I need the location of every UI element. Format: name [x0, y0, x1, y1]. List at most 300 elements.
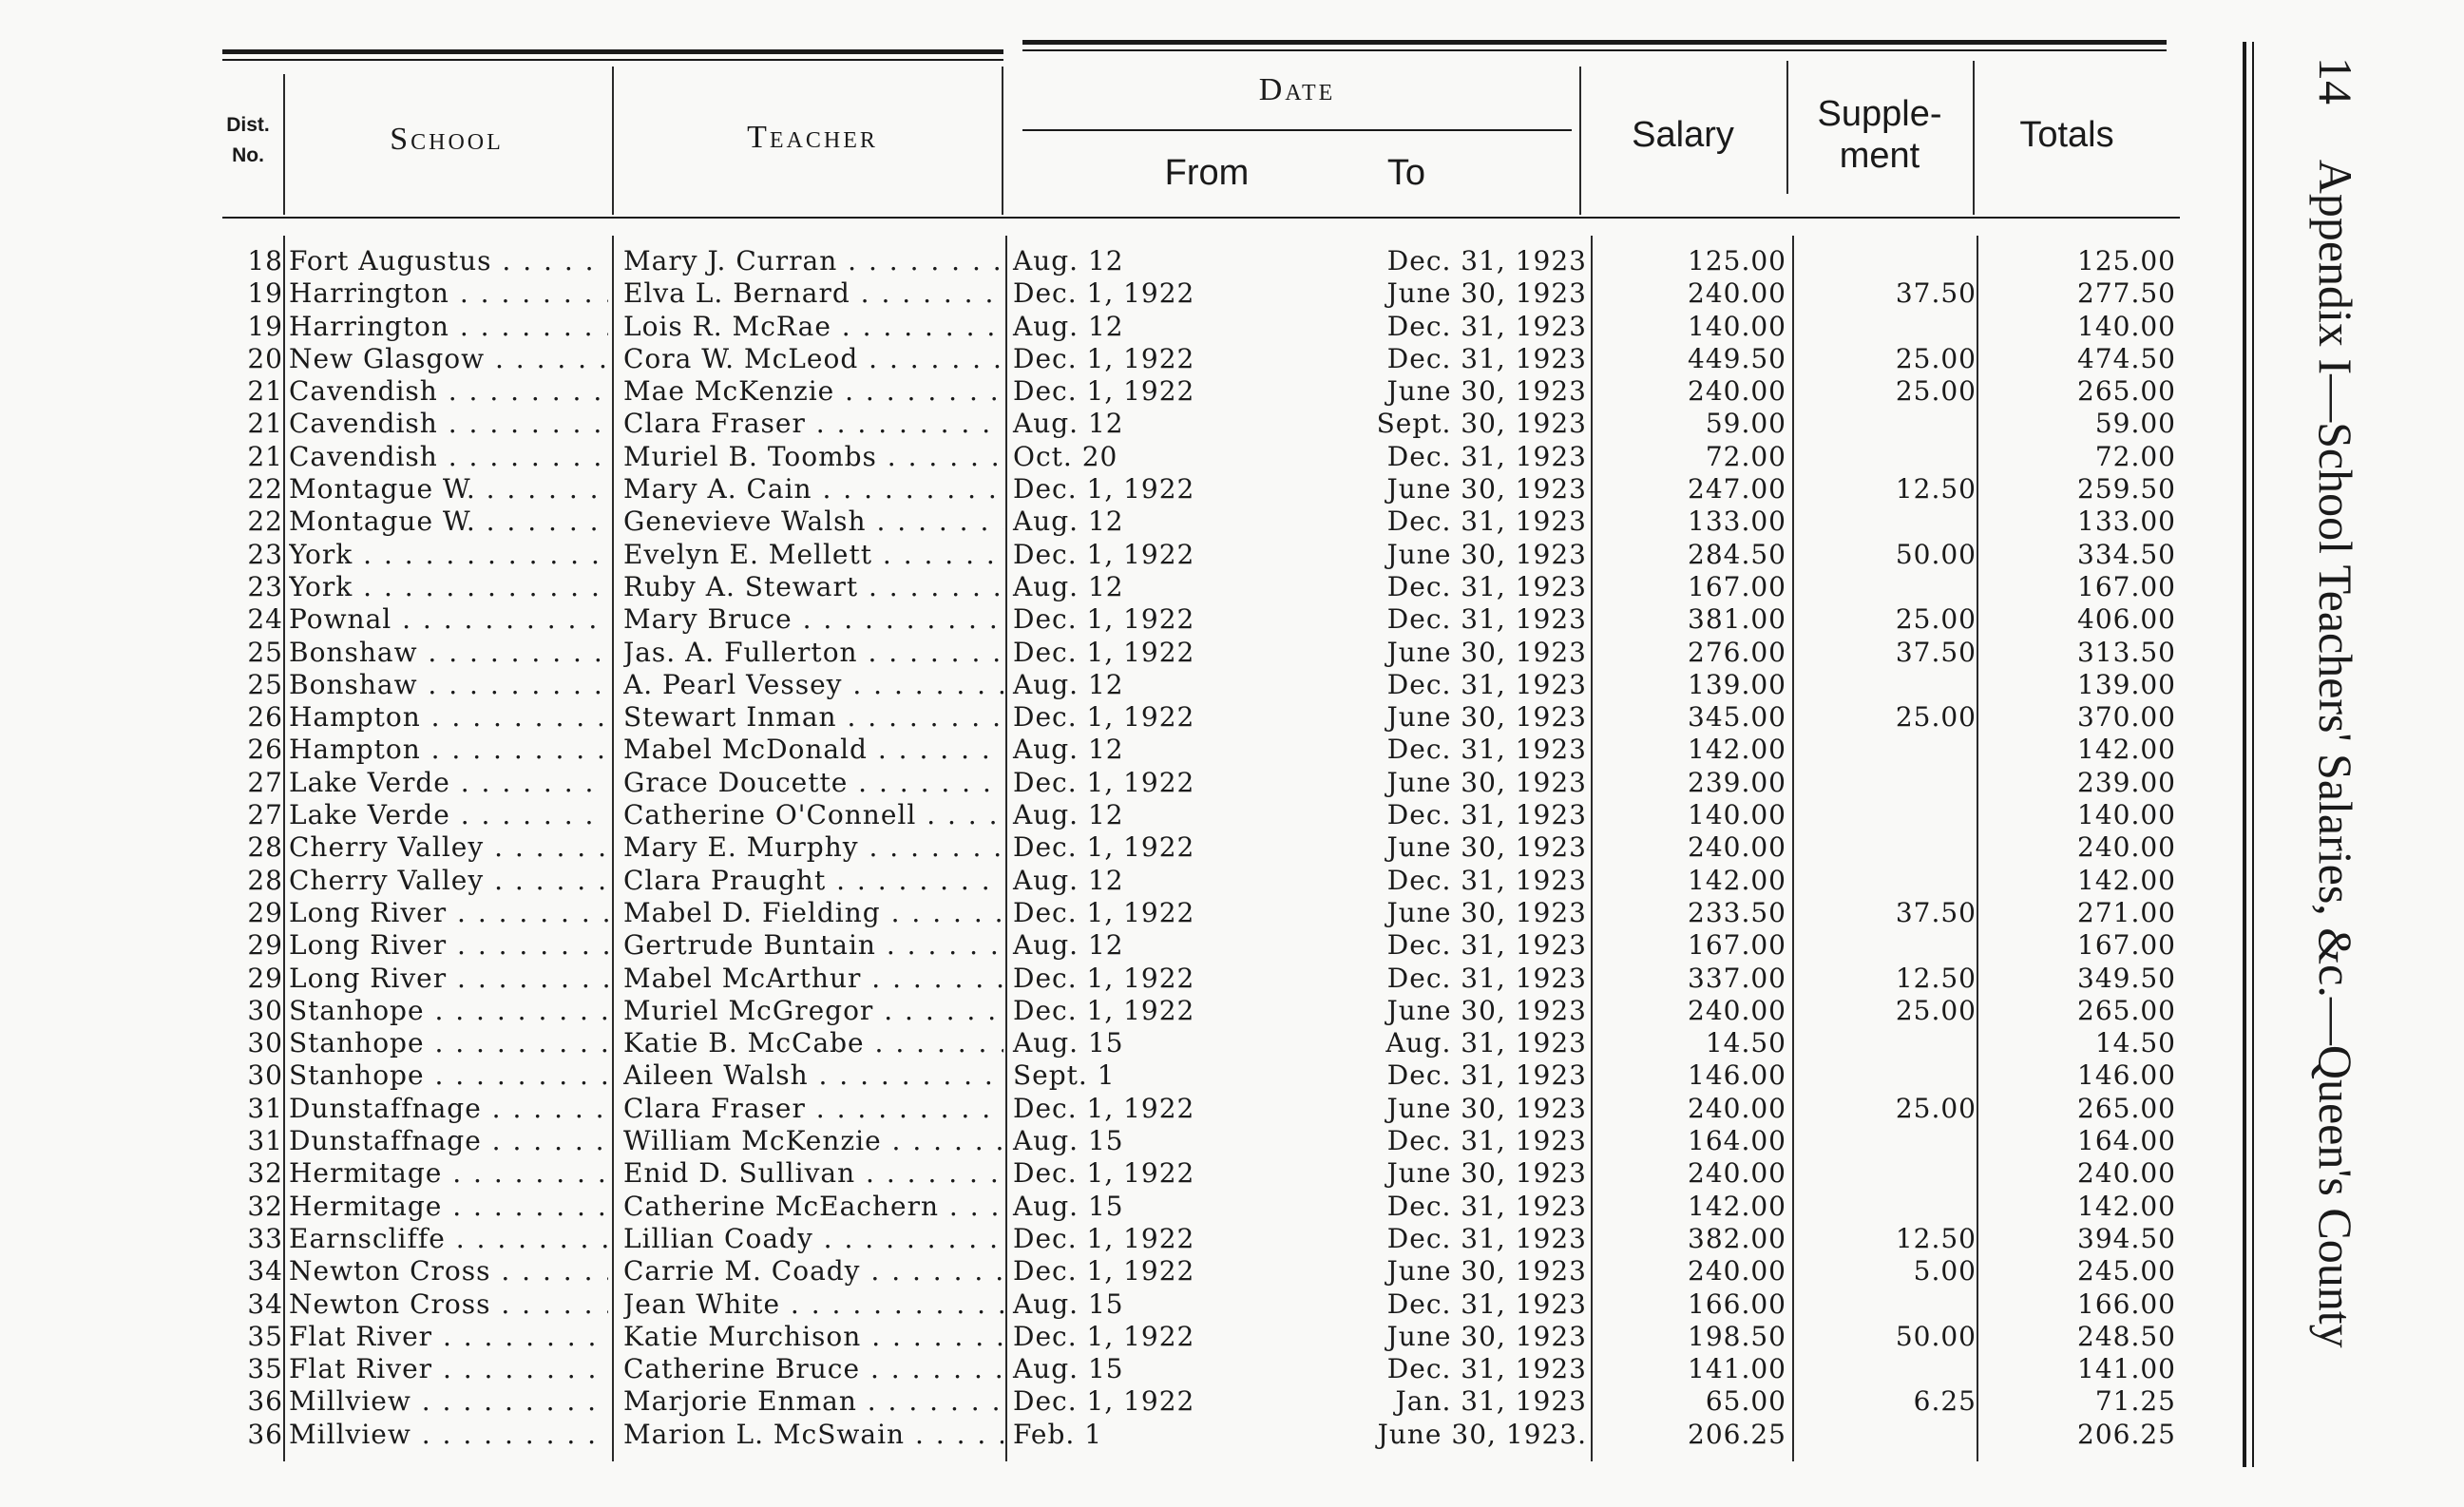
- salary-cell: 276.00: [1688, 636, 1786, 668]
- date-from-cell: Aug. 12: [1013, 668, 1124, 700]
- school-cell: Hermitage . . .: [289, 1157, 608, 1190]
- table-row: [0, 473, 2186, 506]
- right-border-thick: [2243, 42, 2246, 1467]
- dist-no-cell: 34: [247, 1255, 283, 1288]
- total-cell: 313.50: [2077, 636, 2176, 668]
- dist-no-cell: 30: [247, 994, 283, 1026]
- dist-no-cell: 30: [247, 1027, 283, 1059]
- dist-no-cell: 33: [247, 1222, 283, 1254]
- total-cell: 206.25: [2077, 1418, 2176, 1450]
- salary-cell: 247.00: [1688, 473, 1786, 506]
- date-from-cell: Aug. 12: [1013, 310, 1124, 342]
- date-from-cell: Aug. 12: [1013, 408, 1124, 440]
- supplement-cell: 12.50: [1895, 1222, 1977, 1254]
- date-from-cell: Dec. 1, 1922: [1013, 831, 1195, 864]
- date-to-cell: Dec. 31, 1923: [1386, 929, 1587, 962]
- supplement-cell: 5.00: [1913, 1255, 1977, 1288]
- dist-no-cell: 28: [247, 864, 283, 896]
- col-divider-school: [612, 67, 614, 215]
- teacher-cell: Clara Praught . . .: [623, 865, 1003, 897]
- header-totals: Totals: [2019, 115, 2114, 155]
- date-from-cell: Oct. 20: [1013, 440, 1118, 472]
- date-from-cell: Dec. 1, 1922: [1013, 994, 1195, 1026]
- school-cell: Flat River . . .: [289, 1353, 608, 1385]
- teacher-cell: Enid D. Sullivan . . .: [623, 1157, 1003, 1190]
- date-to-cell: Dec. 31, 1923: [1386, 506, 1587, 538]
- date-to-cell: Dec. 31, 1923: [1386, 1059, 1587, 1092]
- total-cell: 142.00: [2077, 1190, 2176, 1222]
- date-from-cell: Aug. 15: [1013, 1288, 1124, 1320]
- table-row: [0, 1093, 2186, 1125]
- date-to-cell: June 30, 1923: [1386, 538, 1587, 570]
- table-row: [0, 603, 2186, 636]
- teacher-cell: Genevieve Walsh . . .: [623, 506, 1003, 538]
- dist-no-cell: 31: [247, 1092, 283, 1124]
- table-row: [0, 375, 2186, 408]
- supplement-cell: 25.00: [1895, 1092, 1977, 1124]
- date-to-cell: Dec. 31, 1923: [1386, 310, 1587, 342]
- school-cell: Cavendish . . .: [289, 441, 608, 473]
- salary-cell: 381.00: [1688, 603, 1786, 636]
- teacher-cell: Aileen Walsh . . .: [623, 1059, 1003, 1092]
- dist-no-cell: 19: [247, 310, 283, 342]
- table-row: [0, 1385, 2186, 1418]
- header-no-label: No.: [232, 144, 264, 166]
- date-from-cell: Dec. 1, 1922: [1013, 1255, 1195, 1288]
- table-row: [0, 701, 2186, 734]
- date-from-cell: Dec. 1, 1922: [1013, 1157, 1195, 1190]
- dist-no-cell: 19: [247, 277, 283, 310]
- teacher-cell: Lois R. McRae . . .: [623, 311, 1003, 343]
- supplement-cell: 12.50: [1895, 962, 1977, 994]
- salary-cell: 14.50: [1705, 1027, 1786, 1059]
- salary-cell: 65.00: [1705, 1385, 1786, 1418]
- date-to-cell: Dec. 31, 1923: [1386, 603, 1587, 636]
- supplement-cell: 25.00: [1895, 375, 1977, 408]
- header-dist-label: Dist.: [226, 114, 270, 136]
- school-cell: Stanhope . . .: [289, 1059, 608, 1092]
- date-to-cell: June 30, 1923: [1386, 473, 1587, 506]
- teacher-cell: Muriel B. Toombs . . .: [623, 441, 1003, 473]
- salary-cell: 449.50: [1688, 342, 1786, 374]
- total-cell: 72.00: [2094, 440, 2176, 472]
- date-from-cell: Dec. 1, 1922: [1013, 1385, 1195, 1418]
- table-row: [0, 311, 2186, 343]
- date-from-cell: Aug. 12: [1013, 245, 1124, 277]
- date-to-cell: Dec. 31, 1923: [1386, 962, 1587, 994]
- dist-no-cell: 21: [247, 375, 283, 408]
- total-cell: 142.00: [2077, 734, 2176, 766]
- date-to-cell: Aug. 31, 1923: [1385, 1027, 1587, 1059]
- table-row: [0, 1125, 2186, 1157]
- total-cell: 141.00: [2077, 1353, 2176, 1385]
- date-from-cell: Dec. 1, 1922: [1013, 603, 1195, 636]
- date-to-cell: Dec. 31, 1923: [1386, 799, 1587, 831]
- date-to-cell: Dec. 31, 1923: [1386, 245, 1587, 277]
- date-from-cell: Sept. 1: [1013, 1059, 1116, 1092]
- table-row: [0, 441, 2186, 473]
- teacher-cell: Grace Doucette . . .: [623, 767, 1003, 799]
- header-dist-no: [217, 110, 279, 171]
- salary-cell: 140.00: [1688, 799, 1786, 831]
- date-from-cell: Dec. 1, 1922: [1013, 1092, 1195, 1124]
- date-from-cell: Aug. 12: [1013, 799, 1124, 831]
- salary-cell: 240.00: [1688, 277, 1786, 310]
- header-school: School: [390, 122, 504, 157]
- date-from-cell: Feb. 1: [1013, 1418, 1103, 1450]
- teacher-cell: Mae McKenzie . . .: [623, 375, 1003, 408]
- school-cell: Cavendish . . .: [289, 375, 608, 408]
- dist-no-cell: 32: [247, 1157, 283, 1190]
- table-row: [0, 865, 2186, 897]
- teacher-cell: Jas. A. Fullerton . . .: [623, 637, 1003, 669]
- date-from-cell: Aug. 15: [1013, 1027, 1124, 1059]
- school-cell: Lake Verde . . .: [289, 799, 608, 831]
- col-divider-supplement: [1973, 61, 1975, 215]
- dist-no-cell: 34: [247, 1288, 283, 1320]
- date-to-cell: June 30, 1923: [1386, 766, 1587, 798]
- school-cell: Dunstaffnage . . .: [289, 1093, 608, 1125]
- school-cell: Hampton . . .: [289, 734, 608, 766]
- school-cell: Dunstaffnage . . .: [289, 1125, 608, 1157]
- date-to-cell: Dec. 31, 1923: [1386, 1288, 1587, 1320]
- school-cell: Bonshaw . . .: [289, 669, 608, 701]
- salary-cell: 164.00: [1688, 1125, 1786, 1157]
- table-row: [0, 506, 2186, 538]
- school-cell: Stanhope . . .: [289, 995, 608, 1027]
- date-from-cell: Aug. 12: [1013, 506, 1124, 538]
- date-to-cell: June 30, 1923: [1386, 994, 1587, 1026]
- date-to-cell: Dec. 31, 1923: [1386, 864, 1587, 896]
- date-from-cell: Aug. 15: [1013, 1190, 1124, 1222]
- school-cell: New Glasgow . . .: [289, 343, 608, 375]
- supplement-cell: 37.50: [1895, 636, 1977, 668]
- school-cell: Lake Verde . . .: [289, 767, 608, 799]
- table-row: [0, 1288, 2186, 1321]
- date-from-cell: Aug. 12: [1013, 734, 1124, 766]
- date-to-cell: Sept. 30, 1923: [1376, 408, 1587, 440]
- teacher-cell: Evelyn E. Mellett . . .: [623, 539, 1003, 571]
- date-to-cell: June 30, 1923: [1386, 636, 1587, 668]
- salary-cell: 166.00: [1688, 1288, 1786, 1320]
- date-to-cell: Dec. 31, 1923: [1386, 1190, 1587, 1222]
- total-cell: 71.25: [2094, 1385, 2176, 1418]
- teacher-cell: A. Pearl Vessey . . .: [623, 669, 1003, 701]
- salary-cell: 345.00: [1688, 701, 1786, 734]
- right-border-thin: [2252, 42, 2254, 1467]
- salary-cell: 167.00: [1688, 929, 1786, 962]
- table-row: [0, 1419, 2186, 1451]
- salary-cell: 233.50: [1688, 896, 1786, 928]
- salary-cell: 240.00: [1688, 831, 1786, 864]
- teacher-cell: Elva L. Bernard . . .: [623, 277, 1003, 310]
- school-cell: Long River . . .: [289, 929, 608, 962]
- salary-cell: 240.00: [1688, 994, 1786, 1026]
- date-to-cell: June 30, 1923: [1386, 701, 1587, 734]
- teacher-cell: Mabel D. Fielding . . .: [623, 897, 1003, 929]
- total-cell: 14.50: [2094, 1027, 2176, 1059]
- total-cell: 139.00: [2077, 668, 2176, 700]
- side-title-text: Appendix I—School Teachers' Salaries, &c.—Queen's County: [2309, 159, 2362, 1348]
- table-row: [0, 571, 2186, 603]
- total-cell: 146.00: [2077, 1059, 2176, 1092]
- table-row: [0, 1191, 2186, 1223]
- dist-no-cell: 27: [247, 799, 283, 831]
- school-cell: Millview . . .: [289, 1419, 608, 1451]
- teacher-cell: Lillian Coady . . .: [623, 1223, 1003, 1255]
- teacher-cell: Mabel McDonald . . .: [623, 734, 1003, 766]
- total-cell: 265.00: [2077, 994, 2176, 1026]
- col-divider-teacher: [1002, 67, 1003, 215]
- date-from-cell: Aug. 12: [1013, 864, 1124, 896]
- date-to-cell: Dec. 31, 1923: [1386, 570, 1587, 602]
- supplement-cell: 50.00: [1895, 1320, 1977, 1352]
- teacher-cell: Catherine O'Connell . . .: [623, 799, 1003, 831]
- dist-no-cell: 35: [247, 1353, 283, 1385]
- date-to-cell: Dec. 31, 1923: [1386, 1125, 1587, 1157]
- teacher-cell: Katie B. McCabe . . .: [623, 1027, 1003, 1059]
- teacher-cell: Marjorie Enman . . .: [623, 1385, 1003, 1418]
- total-cell: 349.50: [2077, 962, 2176, 994]
- date-sub-rule: [1022, 129, 1572, 131]
- date-to-cell: Dec. 31, 1923: [1386, 1222, 1587, 1254]
- salary-cell: 382.00: [1688, 1222, 1786, 1254]
- dist-no-cell: 35: [247, 1320, 283, 1352]
- dist-no-cell: 28: [247, 831, 283, 864]
- top-rule-left-thick: [222, 49, 1003, 54]
- table-row: [0, 963, 2186, 995]
- table-row: [0, 539, 2186, 571]
- teacher-cell: Stewart Inman . . .: [623, 701, 1003, 734]
- date-to-cell: Jan. 31, 1923: [1395, 1385, 1587, 1418]
- date-from-cell: Aug. 12: [1013, 929, 1124, 962]
- teacher-cell: Mary Bruce . . .: [623, 603, 1003, 636]
- total-cell: 142.00: [2077, 864, 2176, 896]
- salary-cell: 72.00: [1705, 440, 1786, 472]
- table-row: [0, 343, 2186, 375]
- salary-cell: 139.00: [1688, 668, 1786, 700]
- salary-cell: 198.50: [1688, 1320, 1786, 1352]
- supplement-cell: 25.00: [1895, 603, 1977, 636]
- dist-no-cell: 26: [247, 701, 283, 734]
- header-salary: Salary: [1632, 115, 1734, 155]
- date-to-cell: Dec. 31, 1923: [1386, 342, 1587, 374]
- total-cell: 167.00: [2077, 929, 2176, 962]
- salary-cell: 125.00: [1688, 245, 1786, 277]
- date-to-cell: June 30, 1923.: [1377, 1418, 1587, 1450]
- date-to-cell: June 30, 1923: [1386, 277, 1587, 310]
- total-cell: 394.50: [2077, 1222, 2176, 1254]
- teacher-cell: Jean White . . .: [623, 1288, 1003, 1321]
- dist-no-cell: 21: [247, 408, 283, 440]
- table-row: [0, 669, 2186, 701]
- school-cell: Earnscliffe . . .: [289, 1223, 608, 1255]
- teacher-cell: Clara Fraser . . .: [623, 408, 1003, 440]
- date-from-cell: Aug. 15: [1013, 1125, 1124, 1157]
- date-from-cell: Dec. 1, 1922: [1013, 473, 1195, 506]
- table-row: [0, 799, 2186, 831]
- date-from-cell: Aug. 15: [1013, 1353, 1124, 1385]
- salary-cell: 59.00: [1705, 408, 1786, 440]
- school-cell: Harrington . . .: [289, 277, 608, 310]
- total-cell: 240.00: [2077, 831, 2176, 864]
- teacher-cell: Gertrude Buntain . . .: [623, 929, 1003, 962]
- total-cell: 277.50: [2077, 277, 2176, 310]
- date-to-cell: June 30, 1923: [1386, 896, 1587, 928]
- total-cell: 245.00: [2077, 1255, 2176, 1288]
- school-cell: Flat River . . .: [289, 1321, 608, 1353]
- table-row: [0, 734, 2186, 766]
- salary-cell: 142.00: [1688, 734, 1786, 766]
- dist-no-cell: 25: [247, 668, 283, 700]
- header-date: Date: [1258, 72, 1336, 107]
- col-divider-date: [1579, 67, 1581, 215]
- header-bottom-rule: [222, 217, 2180, 219]
- dist-no-cell: 27: [247, 766, 283, 798]
- date-from-cell: Dec. 1, 1922: [1013, 701, 1195, 734]
- dist-no-cell: 23: [247, 570, 283, 602]
- supplement-cell: 37.50: [1895, 277, 1977, 310]
- total-cell: 140.00: [2077, 799, 2176, 831]
- table-row: [0, 897, 2186, 929]
- total-cell: 167.00: [2077, 570, 2176, 602]
- dist-no-cell: 25: [247, 636, 283, 668]
- school-cell: Fort Augustus . . .: [289, 245, 608, 277]
- school-cell: Long River . . .: [289, 897, 608, 929]
- teacher-cell: Mary E. Murphy . . .: [623, 831, 1003, 864]
- date-from-cell: Dec. 1, 1922: [1013, 538, 1195, 570]
- salary-cell: 141.00: [1688, 1353, 1786, 1385]
- date-to-cell: Dec. 31, 1923: [1386, 440, 1587, 472]
- table-row: [0, 245, 2186, 277]
- supplement-cell: 25.00: [1895, 342, 1977, 374]
- total-cell: 125.00: [2077, 245, 2176, 277]
- total-cell: 265.00: [2077, 1092, 2176, 1124]
- top-rule-left-thin: [222, 59, 1003, 61]
- teacher-cell: Ruby A. Stewart . . .: [623, 571, 1003, 603]
- dist-no-cell: 21: [247, 440, 283, 472]
- teacher-cell: Clara Fraser . . .: [623, 1093, 1003, 1125]
- dist-no-cell: 26: [247, 734, 283, 766]
- school-cell: Long River . . .: [289, 963, 608, 995]
- dist-no-cell: 36: [247, 1418, 283, 1450]
- salary-cell: 284.50: [1688, 538, 1786, 570]
- total-cell: 271.00: [2077, 896, 2176, 928]
- salary-cell: 146.00: [1688, 1059, 1786, 1092]
- dist-no-cell: 22: [247, 473, 283, 506]
- table-row: [0, 1353, 2186, 1385]
- dist-no-cell: 36: [247, 1385, 283, 1418]
- salary-cell: 140.00: [1688, 310, 1786, 342]
- supplement-cell: 6.25: [1913, 1385, 1977, 1418]
- header-supplement: [1788, 93, 1971, 177]
- top-rule-right-thin: [1022, 49, 2167, 51]
- table-row: [0, 995, 2186, 1027]
- salary-cell: 337.00: [1688, 962, 1786, 994]
- school-cell: Cavendish . . .: [289, 408, 608, 440]
- teacher-cell: Muriel McGregor . . .: [623, 995, 1003, 1027]
- dist-no-cell: 29: [247, 929, 283, 962]
- total-cell: 59.00: [2094, 408, 2176, 440]
- table-row: [0, 637, 2186, 669]
- teacher-cell: Marion L. McSwain . . .: [623, 1419, 1003, 1451]
- school-cell: Bonshaw . . .: [289, 637, 608, 669]
- dist-no-cell: 30: [247, 1059, 283, 1092]
- table-row: [0, 1223, 2186, 1255]
- page-number: 14: [2309, 57, 2362, 105]
- supplement-cell: 37.50: [1895, 896, 1977, 928]
- table-row: [0, 767, 2186, 799]
- dist-no-cell: 22: [247, 506, 283, 538]
- total-cell: 259.50: [2077, 473, 2176, 506]
- salary-cell: 240.00: [1688, 1255, 1786, 1288]
- teacher-cell: Mary A. Cain . . .: [623, 473, 1003, 506]
- teacher-cell: Catherine Bruce . . .: [623, 1353, 1003, 1385]
- table-row: [0, 1255, 2186, 1288]
- teacher-cell: Carrie M. Coady . . .: [623, 1255, 1003, 1288]
- total-cell: 133.00: [2077, 506, 2176, 538]
- table-row: [0, 1059, 2186, 1092]
- date-from-cell: Aug. 12: [1013, 570, 1124, 602]
- dist-no-cell: 29: [247, 962, 283, 994]
- school-cell: Millview . . .: [289, 1385, 608, 1418]
- table-row: [0, 1157, 2186, 1190]
- table-row: [0, 831, 2186, 864]
- top-rule-right-thick: [1022, 40, 2167, 45]
- school-cell: Newton Cross . . .: [289, 1288, 608, 1321]
- school-cell: Pownal . . .: [289, 603, 608, 636]
- date-to-cell: June 30, 1923: [1386, 1157, 1587, 1190]
- school-cell: Newton Cross . . .: [289, 1255, 608, 1288]
- date-to-cell: June 30, 1923: [1386, 1092, 1587, 1124]
- date-from-cell: Dec. 1, 1922: [1013, 1320, 1195, 1352]
- supplement-cell: 12.50: [1895, 473, 1977, 506]
- salary-cell: 240.00: [1688, 1092, 1786, 1124]
- salary-cell: 133.00: [1688, 506, 1786, 538]
- teacher-cell: Mary J. Curran . . .: [623, 245, 1003, 277]
- salary-cell: 142.00: [1688, 1190, 1786, 1222]
- date-to-cell: Dec. 31, 1923: [1386, 734, 1587, 766]
- dist-no-cell: 32: [247, 1190, 283, 1222]
- date-from-cell: Dec. 1, 1922: [1013, 277, 1195, 310]
- table-row: [0, 1027, 2186, 1059]
- header-teacher: Teacher: [747, 120, 878, 155]
- dist-no-cell: 23: [247, 538, 283, 570]
- table-row: [0, 277, 2186, 310]
- date-to-cell: Dec. 31, 1923: [1386, 668, 1587, 700]
- salary-table-body: [0, 245, 2186, 1451]
- total-cell: 164.00: [2077, 1125, 2176, 1157]
- table-row: [0, 929, 2186, 962]
- date-to-cell: June 30, 1923: [1386, 375, 1587, 408]
- salary-cell: 206.25: [1688, 1418, 1786, 1450]
- salary-cell: 167.00: [1688, 570, 1786, 602]
- teacher-cell: Katie Murchison . . .: [623, 1321, 1003, 1353]
- side-running-title: [2298, 57, 2374, 1463]
- salary-cell: 240.00: [1688, 375, 1786, 408]
- total-cell: 370.00: [2077, 701, 2176, 734]
- teacher-cell: Cora W. McLeod . . .: [623, 343, 1003, 375]
- date-from-cell: Dec. 1, 1922: [1013, 766, 1195, 798]
- dist-no-cell: 24: [247, 603, 283, 636]
- date-from-cell: Dec. 1, 1922: [1013, 896, 1195, 928]
- date-from-cell: Dec. 1, 1922: [1013, 375, 1195, 408]
- salary-cell: 142.00: [1688, 864, 1786, 896]
- supplement-cell: 50.00: [1895, 538, 1977, 570]
- teacher-cell: Mabel McArthur . . .: [623, 963, 1003, 995]
- supplement-cell: 25.00: [1895, 701, 1977, 734]
- date-to-cell: June 30, 1923: [1386, 1320, 1587, 1352]
